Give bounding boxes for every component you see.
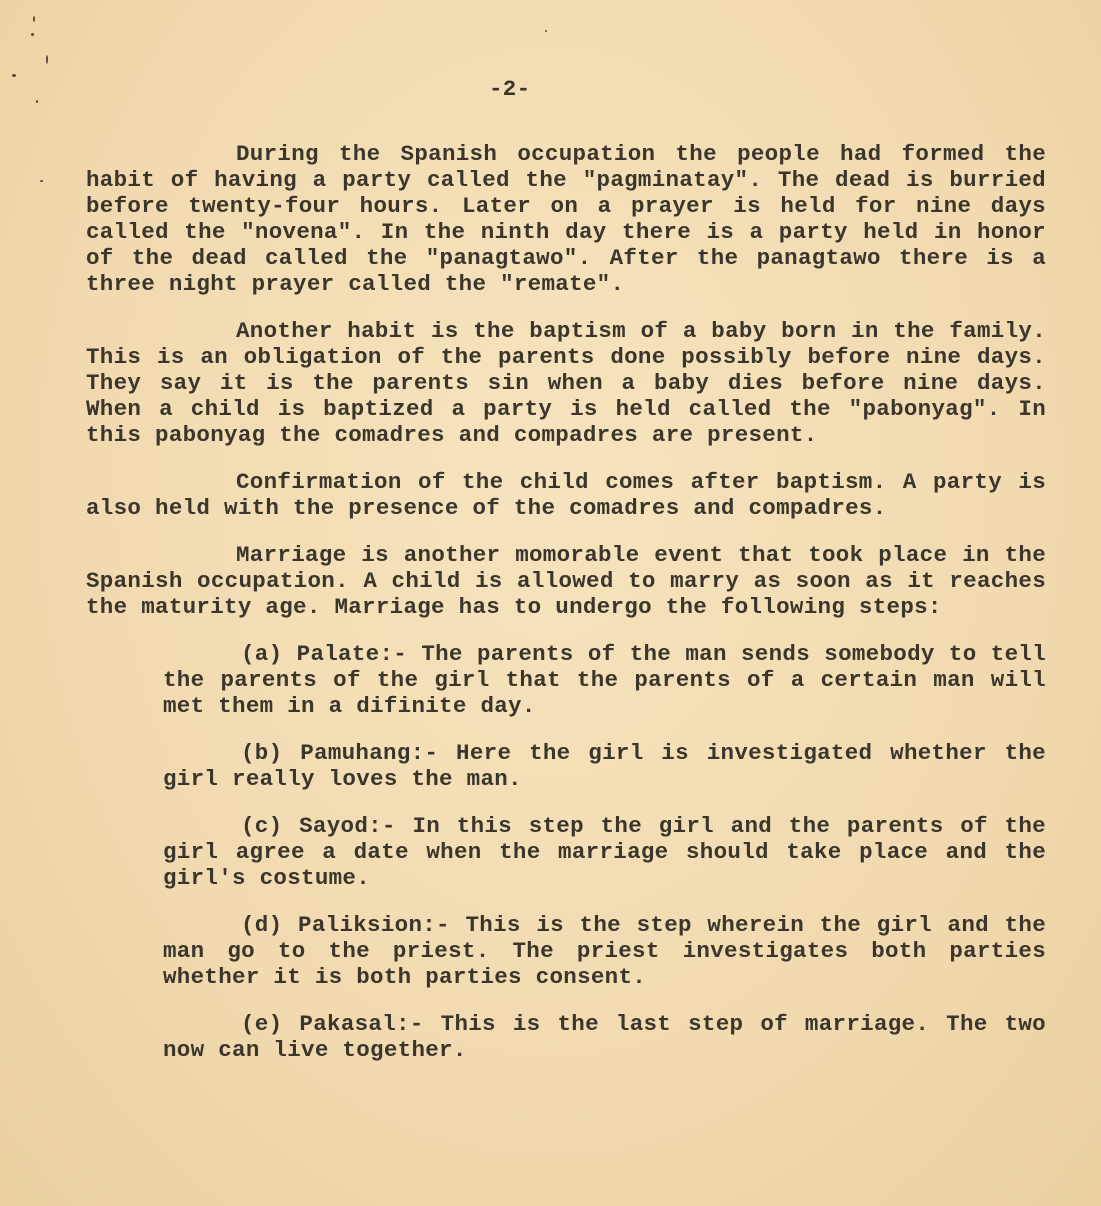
paragraph-funeral: During the Spanish occupation the people had formed the habit of having a party called the "pagminatay". The dead is burried before twenty-four hours. Later on a prayer is held for nine days called the "novena". In the ninth day there is a party held in honor of the dead called the "panagtawo". After the panagtawo there is a three night prayer called the "remate". [86,141,1046,297]
paper-speck [33,16,35,22]
paper-speck [12,74,16,77]
paragraph-baptism: Another habit is the baptism of a baby born in the family. This is an obligation of the parents done possibly before nine days. They say it is the parents sin when a baby dies before nine days. When a child is baptized a party is held called the "pabonyag". In this pabonyag the comadres and compadres are present. [86,318,1046,448]
document-body [86,141,1046,1084]
paragraph-marriage: Marriage is another momorable event that took place in the Spanish occupation. A child is allowed to marry as soon as it reaches the maturity age. Marriage has to undergo the following steps: [86,542,1046,620]
marriage-step-palate: (a) Palate:- The parents of the man sends somebody to tell the parents of the girl that the parents of a certain man will met them in a difinite day. [163,641,1046,719]
paper-speck [36,100,38,103]
paper-speck [46,55,48,64]
marriage-step-pamuhang: (b) Pamuhang:- Here the girl is investigated whether the girl really loves the man. [163,740,1046,792]
marriage-step-pakasal: (e) Pakasal:- This is the last step of marriage. The two now can live together. [163,1011,1046,1063]
marriage-step-sayod: (c) Sayod:- In this step the girl and the parents of the girl agree a date when the marriage should take place and the girl's costume. [163,813,1046,891]
paper-speck [31,33,34,36]
paper-speck [545,30,547,32]
paragraph-confirmation: Confirmation of the child comes after baptism. A party is also held with the presence of the comadres and compadres. [86,469,1046,521]
page-number: -2- [489,76,531,102]
marriage-step-paliksion: (d) Paliksion:- This is the step wherein the girl and the man go to the priest. The priest investigates both parties whether it is both parties consent. [163,912,1046,990]
paper-speck [40,180,43,182]
